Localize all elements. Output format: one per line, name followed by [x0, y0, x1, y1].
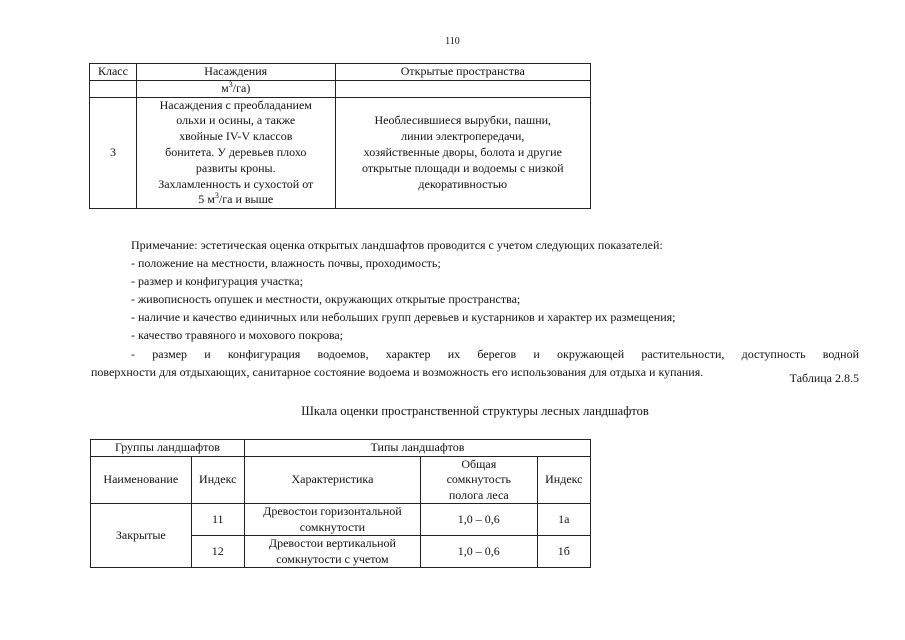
cell-line: линии электропередачи, — [401, 129, 525, 144]
cell-line: Захламленность и сухостой от — [158, 176, 314, 191]
table-subheader-row — [91, 456, 591, 504]
table-header-row — [90, 64, 591, 81]
group-name-cell: Закрытые — [91, 504, 192, 568]
page-number: 110 — [445, 36, 460, 47]
note-heading: Примечание: эстетическая оценка открытых ландшафтов проводится с учетом следующих показателей: — [131, 238, 663, 252]
cell-line: Общая — [461, 456, 497, 471]
header-groups: Группы ландшафтов — [91, 440, 245, 457]
cell-line: открытые площади и водоемы с низкой — [361, 160, 564, 175]
header-plantings: Насаждения — [136, 64, 335, 81]
table-number-label: Таблица 2.8.5 — [789, 371, 859, 385]
table-row — [90, 97, 591, 209]
header-index2: Индекс — [537, 456, 590, 504]
density-cell: 1,0 – 0,6 — [420, 536, 537, 568]
note-block — [91, 236, 859, 381]
spatial-structure-table — [90, 439, 591, 568]
note-item-continuation: поверхности для отдыхающих, санитарное состояние водоема и возможность его использования для отдыха и купания. — [91, 364, 704, 379]
header-characteristic: Характеристика — [244, 456, 420, 504]
note-item: - положение на местности, влажность почвы, проходимость; — [131, 256, 441, 271]
cell-line: Древостои вертикальной — [268, 536, 396, 550]
header-open-spaces: Открытые пространства — [335, 64, 590, 81]
cell-line: хвойные IV-V классов — [179, 129, 293, 144]
open-spaces-cell — [335, 97, 590, 209]
header-index: Индекс — [191, 456, 244, 504]
header-class: Класс — [90, 64, 137, 81]
table-row — [91, 504, 591, 536]
cell-line: декоративностью — [418, 176, 508, 191]
cell-line: 5 $м^3/га$ и выше — [198, 191, 274, 207]
note-item: - размер и конфигурация водоемов, характер их берегов и окружающей растительности, доступность водной — [131, 346, 859, 361]
table-header-row — [91, 440, 591, 457]
header-types: Типы ландшафтов — [244, 440, 590, 457]
cell-line: хозяйственные дворы, болота и другие — [363, 144, 562, 159]
cell-line: сомкнутости с учетом — [276, 551, 389, 566]
class-cell: 3 — [90, 97, 137, 209]
continuation-row — [90, 80, 591, 97]
index2-cell: 1б — [537, 536, 590, 568]
continuation-cell: $м^3/га$) — [136, 80, 335, 97]
density-cell: 1,0 – 0,6 — [420, 504, 537, 536]
header-density — [420, 456, 537, 504]
table-title: Шкала оценки пространственной структуры лесных ландшафтов — [301, 404, 649, 418]
cell-line: Древостои горизонтальной — [263, 504, 402, 518]
empty-cell — [90, 80, 137, 97]
header-name: Наименование — [91, 456, 192, 504]
cell-line: Необлесившиеся вырубки, пашни, — [374, 113, 552, 128]
cell-line: ольхи и осины, а также — [176, 113, 296, 128]
cell-line: развиты кроны. — [195, 160, 276, 175]
characteristic-cell — [244, 536, 420, 568]
characteristic-cell — [244, 504, 420, 536]
note-item: - качество травяного и мохового покрова; — [131, 328, 343, 343]
index-cell: 11 — [191, 504, 244, 536]
index2-cell: 1а — [537, 504, 590, 536]
cell-line: сомкнутость — [446, 472, 511, 486]
index-cell: 12 — [191, 536, 244, 568]
note-item: - живописность опушек и местности, окружающих открытые пространства; — [131, 292, 521, 307]
cell-line: сомкнутости — [299, 519, 366, 534]
cell-line: Насаждения с преобладанием — [159, 97, 312, 112]
cell-line: полога леса — [448, 487, 509, 502]
note-item: - наличие и качество единичных или небольших групп деревьев и кустарников и характер их размещения; — [131, 310, 676, 325]
empty-cell — [335, 80, 590, 97]
plantings-cell — [136, 97, 335, 209]
landscape-class-table — [89, 63, 591, 209]
cell-line: бонитета. У деревьев плохо — [165, 144, 307, 159]
note-item: - размер и конфигурация участка; — [131, 274, 303, 289]
